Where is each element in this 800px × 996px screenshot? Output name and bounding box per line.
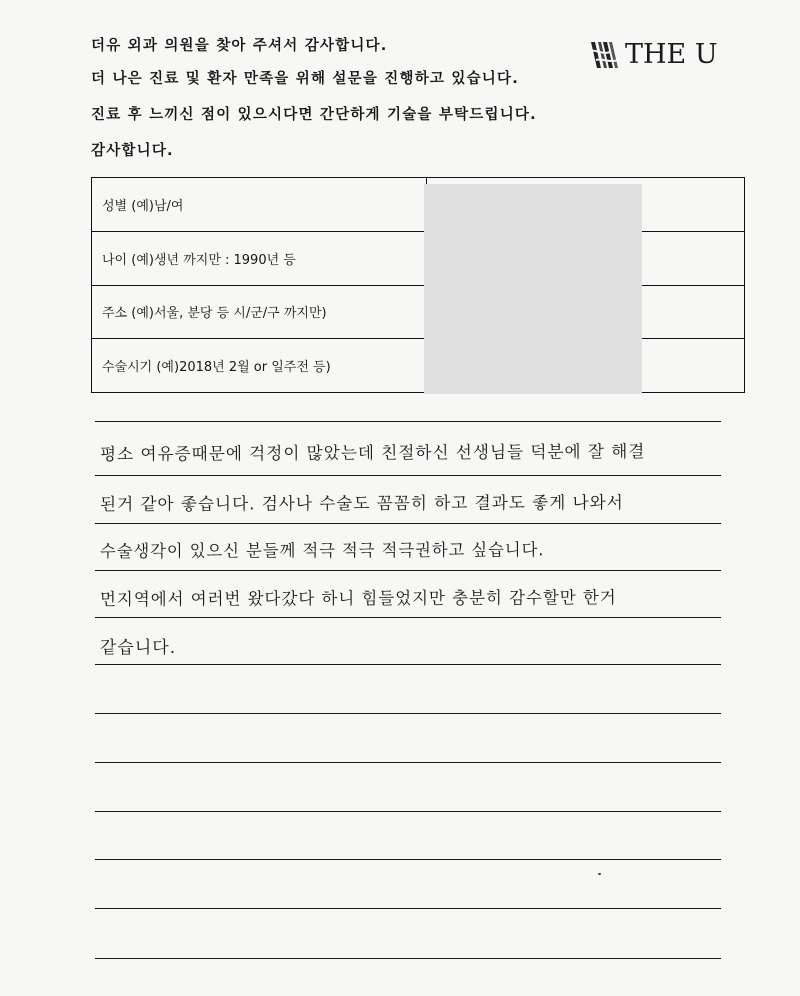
writing-line bbox=[95, 570, 721, 571]
gender-label: 성별 (예)남/여 bbox=[92, 178, 427, 232]
table-row bbox=[92, 231, 745, 285]
writing-line bbox=[95, 713, 721, 714]
table-row bbox=[92, 339, 745, 393]
writing-line bbox=[95, 617, 721, 618]
response-line-1: 평소 여유증때문에 걱정이 많았는데 친절하신 선생님들 덕분에 잘 해결 bbox=[99, 442, 646, 465]
response-line-2: 된거 같아 좋습니다. 검사나 수술도 꼼꼼히 하고 결과도 좋게 나와서 bbox=[99, 493, 624, 515]
response-line-3: 수술생각이 있으신 분들께 적극 적극 적극권하고 싶습니다. bbox=[99, 540, 545, 562]
intro-line-1: 더유 외과 의원을 찾아 주셔서 감사합니다. bbox=[91, 38, 388, 54]
writing-line bbox=[95, 859, 721, 860]
writing-line bbox=[95, 475, 721, 476]
zebra-stripe-mark-icon bbox=[590, 42, 620, 68]
clinic-logo bbox=[590, 40, 718, 70]
writing-line bbox=[95, 421, 721, 422]
response-line-5: 같습니다. bbox=[100, 638, 177, 658]
table-row bbox=[92, 178, 745, 232]
redaction-box bbox=[424, 184, 642, 394]
intro-line-4: 감사합니다. bbox=[91, 143, 174, 159]
writing-line bbox=[95, 908, 721, 909]
writing-line bbox=[95, 664, 721, 665]
writing-line bbox=[95, 958, 721, 959]
table-row bbox=[92, 285, 745, 339]
ink-speck bbox=[598, 873, 601, 875]
age-label: 나이 (예)생년 까지만 : 1990년 등 bbox=[92, 231, 427, 285]
writing-line bbox=[95, 811, 721, 812]
address-label: 주소 (예)서울, 분당 등 시/군/구 까지만) bbox=[92, 285, 427, 339]
response-line-4: 먼지역에서 여러번 왔다갔다 하니 힘들었지만 충분히 감수할만 한거 bbox=[99, 588, 617, 610]
surgery-date-label: 수술시기 (예)2018년 2월 or 일주전 등) bbox=[92, 339, 427, 393]
logo-text: THE U bbox=[625, 39, 718, 70]
writing-line bbox=[95, 523, 721, 524]
writing-line bbox=[95, 762, 721, 763]
intro-line-3: 진료 후 느끼신 점이 있으시다면 간단하게 기술을 부탁드립니다. bbox=[91, 107, 537, 123]
intro-line-2: 더 나은 진료 및 환자 만족을 위해 설문을 진행하고 있습니다. bbox=[91, 71, 519, 87]
patient-info-table bbox=[91, 177, 745, 393]
